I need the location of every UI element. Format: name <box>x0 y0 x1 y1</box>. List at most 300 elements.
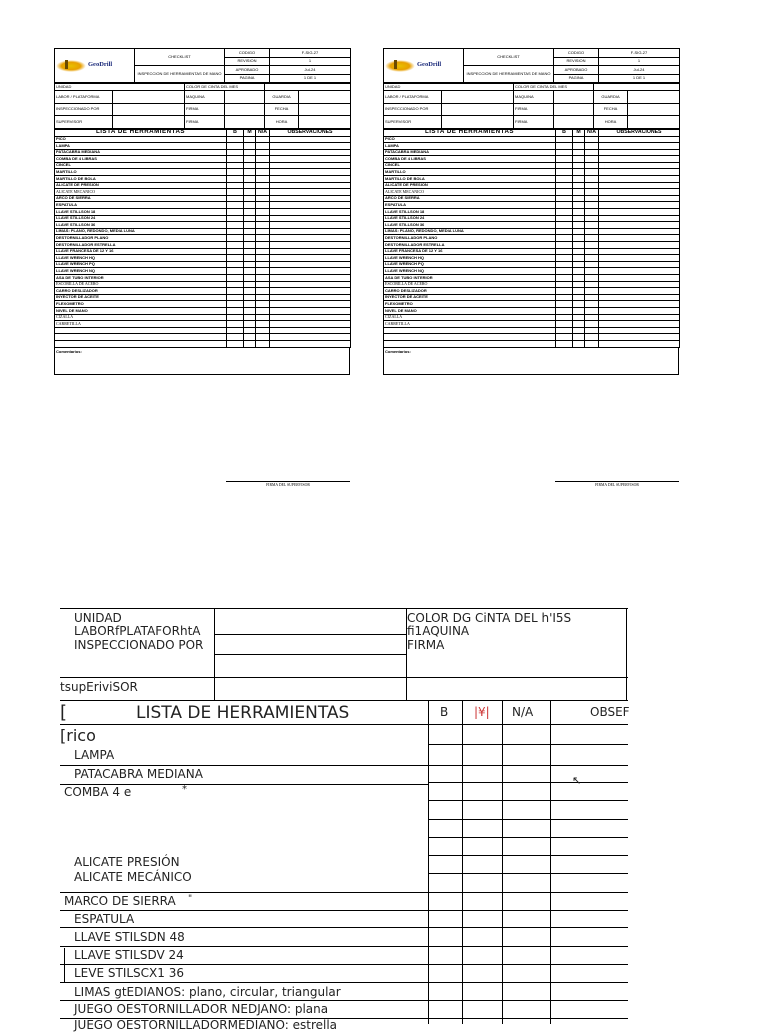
tool-check-b[interactable] <box>227 149 244 156</box>
tool-observation[interactable] <box>599 149 680 156</box>
tool-check-b[interactable] <box>556 301 573 308</box>
tool-check-na[interactable] <box>585 334 599 341</box>
tool-check-na[interactable] <box>585 242 599 249</box>
tool-check-m[interactable] <box>573 340 585 347</box>
tool-check-b[interactable] <box>227 307 244 314</box>
tool-observation[interactable] <box>599 195 680 202</box>
tool-check-m[interactable] <box>244 162 256 169</box>
guardia-field[interactable] <box>628 91 680 104</box>
tool-observation[interactable] <box>599 288 680 295</box>
inspeccionado-field[interactable] <box>442 103 514 116</box>
tool-check-na[interactable] <box>585 301 599 308</box>
tool-observation[interactable] <box>270 169 351 176</box>
firma-supervisor-field[interactable] <box>554 116 594 129</box>
tool-check-b[interactable] <box>227 242 244 249</box>
tool-check-m[interactable] <box>573 222 585 229</box>
tool-check-na[interactable] <box>585 228 599 235</box>
tool-check-na[interactable] <box>585 222 599 229</box>
maquina-field[interactable] <box>554 91 594 104</box>
tool-check-m[interactable] <box>244 334 256 341</box>
tool-check-b[interactable] <box>227 255 244 262</box>
tool-check-na[interactable] <box>256 182 270 189</box>
tool-check-na[interactable] <box>585 189 599 196</box>
tool-observation[interactable] <box>599 274 680 281</box>
labor-field[interactable] <box>113 91 185 104</box>
tool-check-m[interactable] <box>573 268 585 275</box>
tool-check-b[interactable] <box>227 156 244 163</box>
tool-check-na[interactable] <box>256 169 270 176</box>
tool-check-b[interactable] <box>556 202 573 209</box>
tool-check-m[interactable] <box>573 307 585 314</box>
tool-check-na[interactable] <box>256 321 270 328</box>
tool-check-m[interactable] <box>244 228 256 235</box>
tool-observation[interactable] <box>270 149 351 156</box>
tool-check-na[interactable] <box>585 248 599 255</box>
tool-check-b[interactable] <box>556 176 573 183</box>
tool-check-m[interactable] <box>573 321 585 328</box>
tool-observation[interactable] <box>270 307 351 314</box>
tool-check-b[interactable] <box>556 162 573 169</box>
tool-check-b[interactable] <box>227 195 244 202</box>
tool-observation[interactable] <box>599 215 680 222</box>
tool-observation[interactable] <box>270 281 351 288</box>
tool-check-na[interactable] <box>256 156 270 163</box>
tool-check-m[interactable] <box>244 149 256 156</box>
tool-check-m[interactable] <box>573 314 585 321</box>
tool-check-na[interactable] <box>256 340 270 347</box>
tool-check-m[interactable] <box>244 274 256 281</box>
tool-check-na[interactable] <box>585 136 599 143</box>
tool-check-m[interactable] <box>573 143 585 150</box>
tool-observation[interactable] <box>270 321 351 328</box>
tool-observation[interactable] <box>270 261 351 268</box>
tool-observation[interactable] <box>599 143 680 150</box>
tool-observation[interactable] <box>270 268 351 275</box>
tool-check-m[interactable] <box>244 215 256 222</box>
tool-check-m[interactable] <box>244 195 256 202</box>
tool-check-b[interactable] <box>556 209 573 216</box>
tool-observation[interactable] <box>270 288 351 295</box>
supervisor-field[interactable] <box>113 116 185 129</box>
tool-check-b[interactable] <box>227 314 244 321</box>
tool-check-b[interactable] <box>556 340 573 347</box>
tool-check-m[interactable] <box>244 136 256 143</box>
tool-check-b[interactable] <box>227 182 244 189</box>
tool-check-m[interactable] <box>573 274 585 281</box>
tool-observation[interactable] <box>599 327 680 334</box>
tool-check-b[interactable] <box>556 182 573 189</box>
tool-check-m[interactable] <box>244 222 256 229</box>
tool-check-b[interactable] <box>556 261 573 268</box>
tool-check-na[interactable] <box>585 169 599 176</box>
tool-check-m[interactable] <box>573 136 585 143</box>
tool-check-b[interactable] <box>556 143 573 150</box>
tool-check-b[interactable] <box>556 242 573 249</box>
tool-check-b[interactable] <box>556 149 573 156</box>
tool-check-m[interactable] <box>244 143 256 150</box>
tool-check-b[interactable] <box>556 136 573 143</box>
tool-row <box>55 222 351 229</box>
tool-check-b[interactable] <box>556 189 573 196</box>
tool-check-m[interactable] <box>244 248 256 255</box>
tool-observation[interactable] <box>599 176 680 183</box>
tool-check-b[interactable] <box>556 281 573 288</box>
tool-observation[interactable] <box>270 235 351 242</box>
comments-box[interactable]: Comentarios: <box>383 348 679 375</box>
tool-check-na[interactable] <box>256 248 270 255</box>
tool-check-na[interactable] <box>256 327 270 334</box>
tool-observation[interactable] <box>599 248 680 255</box>
tool-observation[interactable] <box>599 202 680 209</box>
tool-check-b[interactable] <box>227 261 244 268</box>
fecha-field[interactable] <box>299 103 351 116</box>
tool-check-na[interactable] <box>256 314 270 321</box>
maquina-field[interactable] <box>225 91 265 104</box>
tool-check-m[interactable] <box>573 261 585 268</box>
tool-observation[interactable] <box>270 228 351 235</box>
tool-check-b[interactable] <box>227 136 244 143</box>
tool-name: INYECTOR DE ACEITE <box>384 294 556 301</box>
tool-check-na[interactable] <box>256 261 270 268</box>
tool-check-m[interactable] <box>573 202 585 209</box>
tool-check-m[interactable] <box>244 327 256 334</box>
tool-check-b[interactable] <box>227 274 244 281</box>
tool-name: LLAVE WRENCH NQ <box>384 268 556 275</box>
tool-check-na[interactable] <box>256 195 270 202</box>
tool-check-na[interactable] <box>585 195 599 202</box>
tool-check-na[interactable] <box>256 209 270 216</box>
tool-check-b[interactable] <box>556 321 573 328</box>
tool-name: ASA DE TUBO INTERIOR <box>55 274 227 281</box>
tool-check-na[interactable] <box>256 274 270 281</box>
tool-check-m[interactable] <box>244 235 256 242</box>
tool-check-b[interactable] <box>556 169 573 176</box>
tool-check-m[interactable] <box>244 182 256 189</box>
tool-check-b[interactable] <box>227 209 244 216</box>
tool-check-m[interactable] <box>573 255 585 262</box>
tool-check-na[interactable] <box>585 209 599 216</box>
tool-observation[interactable] <box>599 242 680 249</box>
tool-observation[interactable] <box>270 327 351 334</box>
tool-check-b[interactable] <box>556 156 573 163</box>
tool-check-b[interactable] <box>227 202 244 209</box>
tool-observation[interactable] <box>270 189 351 196</box>
tool-observation[interactable] <box>599 294 680 301</box>
tool-check-m[interactable] <box>573 334 585 341</box>
tool-check-m[interactable] <box>573 162 585 169</box>
tool-observation[interactable] <box>599 268 680 275</box>
tool-observation[interactable] <box>599 222 680 229</box>
tool-check-b[interactable] <box>227 334 244 341</box>
tool-name: LLAVE FRANCESA DE 12 Y 16 <box>384 248 556 255</box>
tool-check-m[interactable] <box>573 176 585 183</box>
tool-observation[interactable] <box>270 248 351 255</box>
tool-check-b[interactable] <box>556 327 573 334</box>
tool-observation[interactable] <box>270 340 351 347</box>
tool-check-b[interactable] <box>227 222 244 229</box>
tool-observation[interactable] <box>270 274 351 281</box>
tool-row <box>55 288 351 295</box>
tool-check-b[interactable] <box>556 288 573 295</box>
tool-check-na[interactable] <box>585 288 599 295</box>
tool-observation[interactable] <box>599 340 680 347</box>
tool-name: FLEXOMETRO <box>384 301 556 308</box>
tool-check-b[interactable] <box>556 334 573 341</box>
tool-observation[interactable] <box>599 235 680 242</box>
tool-check-na[interactable] <box>256 255 270 262</box>
tool-check-m[interactable] <box>244 261 256 268</box>
tool-observation[interactable] <box>270 195 351 202</box>
tool-check-na[interactable] <box>585 235 599 242</box>
tool-observation[interactable] <box>599 189 680 196</box>
firma-field[interactable] <box>225 103 265 116</box>
tool-name: ESCOBILLA DE ACERO <box>384 281 556 288</box>
tool-check-b[interactable] <box>556 235 573 242</box>
tool-check-na[interactable] <box>256 162 270 169</box>
labor-field[interactable] <box>442 91 514 104</box>
tool-check-m[interactable] <box>244 307 256 314</box>
tool-check-na[interactable] <box>256 268 270 275</box>
tool-check-na[interactable] <box>585 215 599 222</box>
tools-header-m: M <box>244 129 256 136</box>
tool-check-m[interactable] <box>573 182 585 189</box>
tool-check-b[interactable] <box>556 268 573 275</box>
tool-observation[interactable] <box>270 202 351 209</box>
tool-check-m[interactable] <box>573 248 585 255</box>
tool-check-na[interactable] <box>585 307 599 314</box>
tools-header-obs: OBSERVACIONES <box>270 129 351 136</box>
zoom-b-header: B <box>440 705 449 719</box>
tool-check-na[interactable] <box>256 136 270 143</box>
tool-check-m[interactable] <box>244 176 256 183</box>
tool-check-m[interactable] <box>573 242 585 249</box>
tool-check-na[interactable] <box>256 281 270 288</box>
tool-check-na[interactable] <box>256 307 270 314</box>
tool-check-m[interactable] <box>573 288 585 295</box>
tool-observation[interactable] <box>599 209 680 216</box>
tool-observation[interactable] <box>270 255 351 262</box>
tool-check-b[interactable] <box>556 274 573 281</box>
tool-check-na[interactable] <box>256 301 270 308</box>
tool-check-na[interactable] <box>256 215 270 222</box>
tool-check-m[interactable] <box>573 156 585 163</box>
firma-field[interactable] <box>554 103 594 116</box>
tool-check-b[interactable] <box>227 340 244 347</box>
tool-observation[interactable] <box>270 334 351 341</box>
tool-check-na[interactable] <box>585 255 599 262</box>
tool-observation[interactable] <box>599 136 680 143</box>
tool-check-m[interactable] <box>573 235 585 242</box>
tool-check-m[interactable] <box>244 281 256 288</box>
tool-check-m[interactable] <box>573 294 585 301</box>
tool-check-na[interactable] <box>256 176 270 183</box>
tool-observation[interactable] <box>270 162 351 169</box>
tool-observation[interactable] <box>270 176 351 183</box>
tool-observation[interactable] <box>270 209 351 216</box>
tool-check-m[interactable] <box>573 228 585 235</box>
tool-check-b[interactable] <box>227 327 244 334</box>
tool-check-na[interactable] <box>585 274 599 281</box>
tool-check-m[interactable] <box>244 169 256 176</box>
tool-observation[interactable] <box>270 242 351 249</box>
tool-check-b[interactable] <box>227 248 244 255</box>
tool-observation[interactable] <box>270 215 351 222</box>
supervisor-field[interactable] <box>442 116 514 129</box>
tool-check-m[interactable] <box>573 195 585 202</box>
tool-check-m[interactable] <box>573 209 585 216</box>
tool-check-b[interactable] <box>227 281 244 288</box>
supervisor-signature-line: FIRMA DEL SUPERVISOR <box>226 481 350 488</box>
tool-check-na[interactable] <box>585 314 599 321</box>
tool-check-m[interactable] <box>244 321 256 328</box>
tool-check-b[interactable] <box>227 321 244 328</box>
hora-field[interactable] <box>628 116 680 129</box>
fecha-field[interactable] <box>628 103 680 116</box>
tool-check-m[interactable] <box>244 209 256 216</box>
tool-check-m[interactable] <box>573 189 585 196</box>
color-cinta-field[interactable] <box>265 84 351 91</box>
tool-check-na[interactable] <box>256 294 270 301</box>
tool-observation[interactable] <box>599 169 680 176</box>
tool-observation[interactable] <box>270 156 351 163</box>
hora-field[interactable] <box>299 116 351 129</box>
tool-observation[interactable] <box>599 307 680 314</box>
tool-check-na[interactable] <box>585 321 599 328</box>
tool-check-b[interactable] <box>556 215 573 222</box>
tool-observation[interactable] <box>270 136 351 143</box>
color-cinta-field[interactable] <box>594 84 680 91</box>
tool-check-b[interactable] <box>556 255 573 262</box>
tool-check-na[interactable] <box>256 189 270 196</box>
zoom-color-label: COLOR DG CiNTA DEL h'I5S <box>407 611 572 625</box>
tool-check-na[interactable] <box>585 294 599 301</box>
tool-observation[interactable] <box>599 255 680 262</box>
tool-check-na[interactable] <box>256 288 270 295</box>
tool-observation[interactable] <box>270 143 351 150</box>
tool-observation[interactable] <box>599 156 680 163</box>
tool-observation[interactable] <box>599 321 680 328</box>
tool-check-m[interactable] <box>244 202 256 209</box>
tool-check-m[interactable] <box>573 327 585 334</box>
tool-check-b[interactable] <box>227 235 244 242</box>
tool-check-na[interactable] <box>256 235 270 242</box>
tool-check-m[interactable] <box>573 281 585 288</box>
tool-check-na[interactable] <box>585 202 599 209</box>
tool-check-b[interactable] <box>227 301 244 308</box>
tool-observation[interactable] <box>599 162 680 169</box>
zoom-tool-espatula: ESPATULA <box>74 912 135 926</box>
tool-observation[interactable] <box>599 334 680 341</box>
tool-check-b[interactable] <box>227 268 244 275</box>
tool-check-m[interactable] <box>573 149 585 156</box>
tool-check-na[interactable] <box>585 261 599 268</box>
tool-observation[interactable] <box>599 281 680 288</box>
tool-check-m[interactable] <box>244 288 256 295</box>
tool-check-b[interactable] <box>227 189 244 196</box>
tool-check-m[interactable] <box>244 301 256 308</box>
tool-check-b[interactable] <box>227 176 244 183</box>
tool-check-m[interactable] <box>244 268 256 275</box>
tool-name: DESTORNILLADOR PLANO <box>384 235 556 242</box>
inspeccionado-field[interactable] <box>113 103 185 116</box>
tool-check-b[interactable] <box>227 169 244 176</box>
tool-check-b[interactable] <box>227 215 244 222</box>
tool-check-na[interactable] <box>585 162 599 169</box>
tool-check-b[interactable] <box>227 228 244 235</box>
tool-name <box>384 327 556 334</box>
tool-check-na[interactable] <box>585 340 599 347</box>
firma-supervisor-field[interactable] <box>225 116 265 129</box>
tool-check-na[interactable] <box>585 182 599 189</box>
tool-check-na[interactable] <box>256 149 270 156</box>
tool-check-m[interactable] <box>244 340 256 347</box>
zoom-supervisor-label: tsupEriviSOR <box>60 680 138 694</box>
tool-check-b[interactable] <box>227 143 244 150</box>
tool-check-m[interactable] <box>573 301 585 308</box>
tool-check-b[interactable] <box>556 248 573 255</box>
tool-check-na[interactable] <box>585 268 599 275</box>
unidad-label: UNIDAD <box>384 84 514 91</box>
tool-row <box>384 149 680 156</box>
tool-check-na[interactable] <box>585 281 599 288</box>
tool-check-m[interactable] <box>244 255 256 262</box>
tool-check-m[interactable] <box>244 189 256 196</box>
tool-observation[interactable] <box>599 301 680 308</box>
tool-observation[interactable] <box>270 314 351 321</box>
tool-observation[interactable] <box>270 301 351 308</box>
tool-observation[interactable] <box>599 261 680 268</box>
tool-check-b[interactable] <box>556 222 573 229</box>
tool-check-b[interactable] <box>556 314 573 321</box>
tool-observation[interactable] <box>599 314 680 321</box>
tool-check-b[interactable] <box>227 162 244 169</box>
tool-check-m[interactable] <box>244 242 256 249</box>
tool-check-na[interactable] <box>256 202 270 209</box>
tool-observation[interactable] <box>270 294 351 301</box>
tool-check-m[interactable] <box>573 169 585 176</box>
tool-observation[interactable] <box>599 182 680 189</box>
tool-check-b[interactable] <box>227 288 244 295</box>
guardia-field[interactable] <box>299 91 351 104</box>
tool-check-b[interactable] <box>556 294 573 301</box>
tool-check-m[interactable] <box>244 156 256 163</box>
tool-check-b[interactable] <box>556 195 573 202</box>
tool-observation[interactable] <box>599 228 680 235</box>
comments-box[interactable]: Comentarios: <box>54 348 350 375</box>
tool-check-na[interactable] <box>585 156 599 163</box>
tool-check-m[interactable] <box>573 215 585 222</box>
tool-check-na[interactable] <box>585 149 599 156</box>
tool-check-na[interactable] <box>585 143 599 150</box>
tool-check-na[interactable] <box>256 143 270 150</box>
tool-check-m[interactable] <box>244 294 256 301</box>
tool-check-b[interactable] <box>227 294 244 301</box>
tool-check-na[interactable] <box>256 242 270 249</box>
tool-observation[interactable] <box>270 222 351 229</box>
tool-check-na[interactable] <box>256 228 270 235</box>
tool-check-na[interactable] <box>256 334 270 341</box>
tool-check-b[interactable] <box>556 307 573 314</box>
aprobado-value: Jul-24 <box>599 66 680 75</box>
tool-check-m[interactable] <box>244 314 256 321</box>
tool-observation[interactable] <box>270 182 351 189</box>
tool-row <box>384 189 680 196</box>
tool-check-na[interactable] <box>256 222 270 229</box>
tool-check-na[interactable] <box>585 176 599 183</box>
tool-check-na[interactable] <box>585 327 599 334</box>
tool-check-b[interactable] <box>556 228 573 235</box>
tool-name: LLAVE STILLSON 18 <box>55 209 227 216</box>
